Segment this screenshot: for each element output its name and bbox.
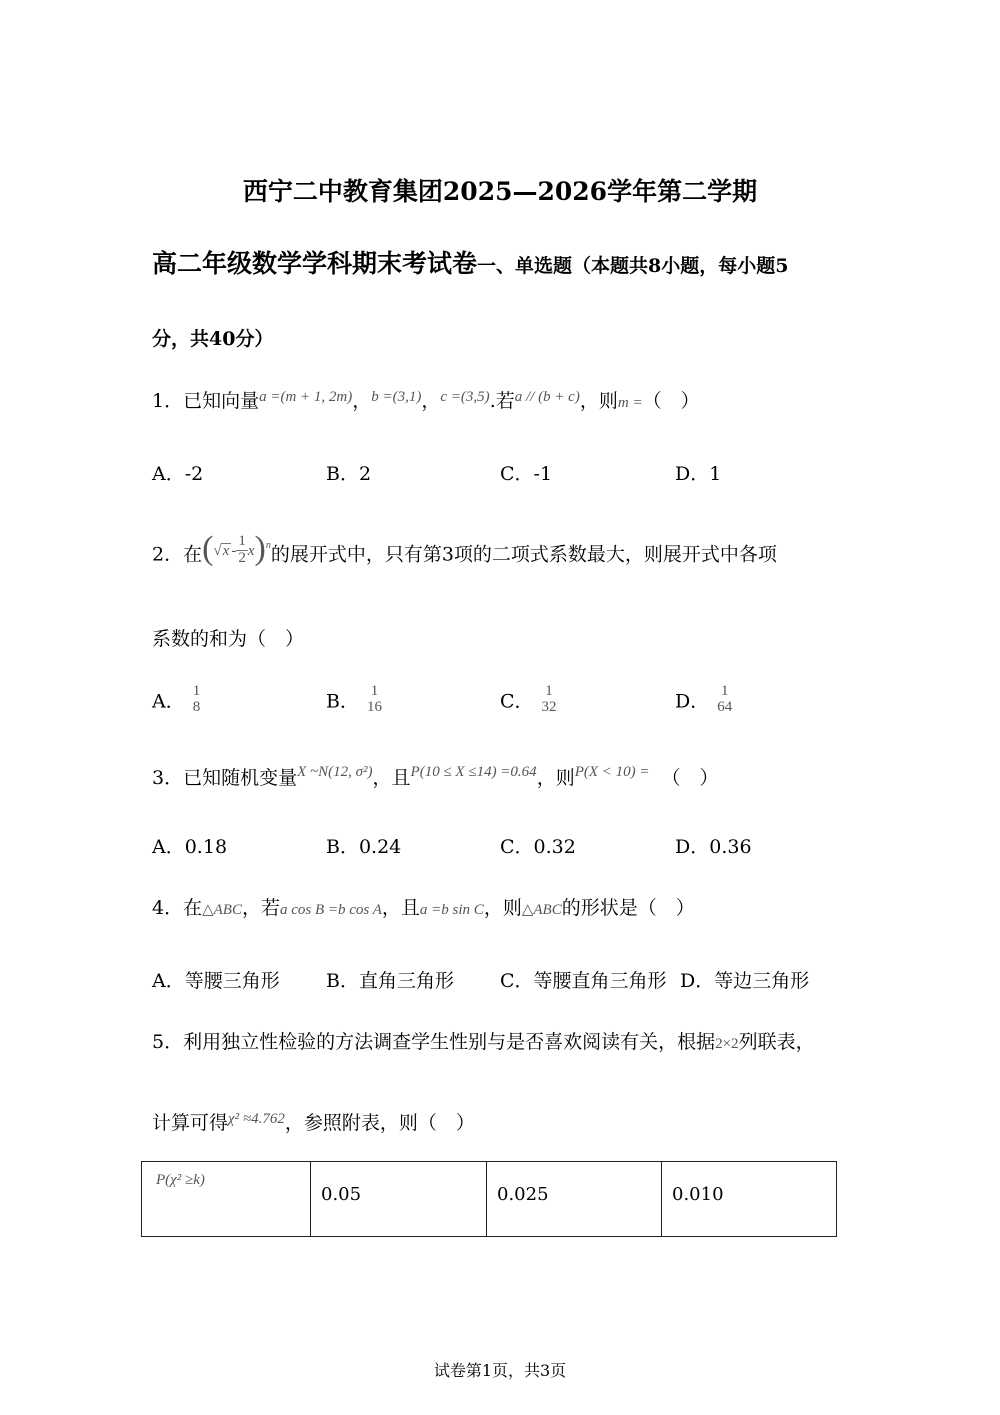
section-heading-a: 一、单选题（本题共8小题，每小题5	[477, 255, 789, 277]
q2-option-c: C． 1 32	[500, 683, 557, 715]
q1-option-a: A．-2	[152, 463, 204, 485]
question-5-stem-line2	[152, 1112, 475, 1133]
table-cell: 0.010	[662, 1162, 837, 1237]
q1-answer-blank: （ ）	[642, 390, 700, 412]
q2-half-fraction: $\frac{1}{2}$	[238, 533, 246, 567]
q3-option-d: D．0.36	[675, 836, 752, 858]
table-cell: 0.025	[487, 1162, 662, 1237]
q3-answer-blank: （ ）	[661, 767, 719, 789]
q1-option-b: B．2	[326, 463, 372, 485]
q2-binomial-expression: (√x - $\frac{1}{2}$ x)$^n$	[202, 530, 271, 567]
table-row	[142, 1162, 837, 1237]
q2-option-c-fraction: 1 32	[541, 683, 557, 715]
q1-option-c: C．-1	[500, 463, 553, 485]
exam-title-subject: 高二年级数学学科期末考试卷	[152, 249, 478, 278]
q4-option-a: A．等腰三角形	[152, 970, 280, 992]
q3-probability-asked: P(X < 10) =	[574, 764, 650, 780]
question-4-stem	[152, 899, 695, 918]
q1-prefix: 1．已知向量	[152, 390, 260, 412]
q2-x: x	[247, 543, 255, 559]
q4-option-c: C．等腰直角三角形	[500, 970, 667, 992]
exam-title-line2	[152, 244, 788, 280]
q3-prefix: 3．已知随机变量	[152, 767, 298, 789]
q4-sep3: ，则	[483, 897, 522, 919]
q3-option-c: C．0.32	[500, 836, 576, 858]
q3-distribution: X ~N(12, σ²)	[297, 764, 373, 780]
q2-option-b-fraction: 1 16	[366, 683, 382, 715]
q5-chi-square-value: χ² ≈4.762	[228, 1111, 285, 1127]
q4-suffix: 的形状是（ ）	[561, 897, 695, 919]
q5-line2-prefix: 计算可得	[152, 1112, 229, 1134]
q2-option-a-fraction: 1 8	[192, 683, 201, 715]
question-2-stem-line2: 系数的和为（ ）	[152, 628, 305, 650]
question-2-stem	[152, 530, 777, 573]
q3-sep1: ，且	[372, 767, 411, 789]
q4-condition-1: a cos B =b cos A	[279, 902, 382, 918]
q4-triangle-2: △ABC	[521, 902, 562, 918]
q2-sqrt-x: x	[222, 543, 230, 559]
q4-sep2: ，且	[381, 897, 420, 919]
q1-parallel-condition: a // (b + c)	[514, 389, 580, 405]
q3-probability-given: P(10 ≤ X ≤14) =0.64	[410, 764, 537, 780]
q3-option-a: A．0.18	[152, 836, 228, 858]
q1-vector-c: c =(3,5)	[440, 389, 490, 405]
section-heading-b: 分，共40分）	[152, 328, 274, 350]
chi-square-reference-table	[141, 1161, 837, 1237]
q4-sep1: ，若	[241, 897, 280, 919]
q4-option-b: B．直角三角形	[326, 970, 454, 992]
q3-option-b: B．0.24	[326, 836, 402, 858]
table-header-cell: P(χ² ≥k)	[142, 1162, 311, 1237]
question-5-stem	[152, 1033, 815, 1052]
exam-title-line1: 西宁二中教育集团2025—2026学年第二学期	[242, 177, 758, 206]
q5-prefix: 5．利用独立性检验的方法调查学生性别与是否喜欢阅读有关，根据	[152, 1031, 716, 1053]
q1-option-d: D．1	[675, 463, 722, 485]
q1-sep4: ，则	[579, 390, 618, 412]
page-footer: 试卷第1页，共3页	[433, 1361, 567, 1380]
q4-triangle: △ABC	[202, 902, 242, 918]
question-1-stem	[152, 390, 700, 411]
q1-m-equals: m =	[617, 395, 643, 411]
q2-minus: -	[231, 543, 237, 559]
q2-option-b: B． 1 16	[326, 683, 382, 715]
q1-vector-b: b =(3,1)	[371, 389, 422, 405]
q5-table-size: 2×2	[715, 1036, 739, 1052]
q1-sep1: ，	[352, 390, 372, 412]
q1-sep2: ，	[421, 390, 441, 412]
table-cell: 0.05	[311, 1162, 487, 1237]
q2-option-d-fraction: 1 64	[717, 683, 733, 715]
q5-suffix: 列联表，	[738, 1031, 815, 1053]
q2-option-a: A． 1 8	[152, 683, 201, 715]
q2-suffix: 的展开式中，只有第3项的二项式系数最大，则展开式中各项	[270, 543, 777, 566]
q2-option-d: D． 1 64	[675, 683, 733, 715]
question-3-stem	[152, 765, 719, 788]
q4-option-d: D．等边三角形	[680, 970, 810, 992]
q5-line2-suffix: ，参照附表，则（ ）	[284, 1112, 475, 1134]
q4-prefix: 4．在	[152, 897, 203, 919]
q3-sep2: ，则	[536, 767, 575, 789]
q2-prefix: 2．在	[152, 543, 203, 566]
q1-sep3: .若	[489, 390, 515, 412]
q4-condition-2: a =b sin C	[419, 902, 484, 918]
q2-exponent-n: n	[265, 540, 271, 551]
q1-vector-a: a =(m + 1, 2m)	[259, 389, 353, 405]
